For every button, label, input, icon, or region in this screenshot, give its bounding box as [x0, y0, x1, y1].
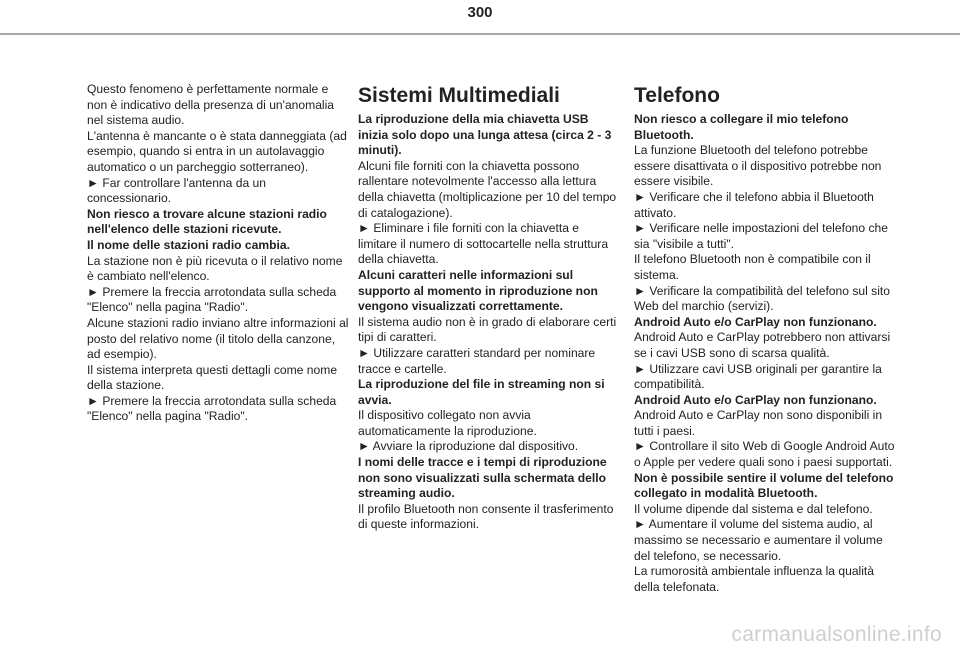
question-line: Android Auto e/o CarPlay non funzionano.	[634, 314, 877, 329]
answer-line: ► Aumentare il volume del sistema audio, al massimo se necessario e aumentare il volume del telefono, se necessario.	[634, 517, 883, 563]
answer-line: Il volume dipende dal sistema e dal telefono.	[634, 501, 873, 516]
answer-line: ► Eliminare i file forniti con la chiavetta e limitare il numero di sottocartelle nella struttura della chiavetta.	[358, 221, 609, 267]
answer-line: ► Controllare il sito Web di Google Android Auto o Apple per vedere quali sono i paesi supportati.	[634, 439, 895, 470]
answer-line: Android Auto e CarPlay non sono disponibili in tutti i paesi.	[634, 408, 883, 438]
question-line: Non riesco a collegare il mio telefono Bluetooth.	[634, 112, 849, 142]
answer-line: Alcune stazioni radio inviano altre informazioni al posto del relativo nome (il titolo della canzone, ad esempio).	[87, 315, 349, 362]
answer-line: Il profilo Bluetooth non consente il trasferimento di queste informazioni.	[358, 501, 614, 532]
answer-line: ► Avviare la riproduzione dal dispositivo.	[358, 439, 579, 454]
answer-line: ► Verificare nelle impostazioni del telefono che sia "visibile a tutti".	[634, 221, 888, 251]
question-line: La riproduzione del file in streaming non si avvia.	[358, 377, 605, 407]
answer-line: ► Premere la freccia arrotondata sulla scheda "Elenco" nella pagina "Radio".	[87, 393, 337, 424]
question-line: Non riesco a trovare alcune stazioni radio nell'elenco delle stazioni ricevute.	[87, 206, 327, 237]
header-divider	[0, 33, 960, 35]
answer-line: ► Far controllare l'antenna da un concessionario.	[87, 175, 266, 206]
question-line: Android Auto e/o CarPlay non funzionano.	[634, 392, 877, 407]
answer-line: Android Auto e CarPlay potrebbero non attivarsi se i cavi USB sono di scarsa qualità.	[634, 330, 891, 360]
answer-line: La stazione non è più ricevuta o il relativo nome è cambiato nell'elenco.	[87, 253, 343, 284]
answer-line: ► Utilizzare caratteri standard per nominare tracce e cartelle.	[358, 345, 596, 376]
section-heading: Telefono	[634, 84, 720, 107]
answer-line: Alcuni file forniti con la chiavetta possono rallentare notevolmente l'accesso alla lettura della chiavetta (moltiplicazione per 10 del tempo di catalogazione).	[358, 158, 617, 220]
question-line: Il nome delle stazioni radio cambia.	[87, 237, 290, 252]
answer-line: ► Verificare che il telefono abbia il Bluetooth attivato.	[634, 189, 874, 220]
answer-line: Questo fenomeno è perfettamente normale e non è indicativo della presenza di un'anomalia nel sistema audio.	[87, 82, 335, 128]
answer-line: L'antenna è mancante o è stata danneggiata (ad esempio, quando si entra in un autolavaggio automatico o un parcheggio sotterraneo).	[87, 128, 347, 174]
answer-line: Il telefono Bluetooth non è compatibile con il sistema.	[634, 252, 871, 282]
answer-line: Il sistema interpreta questi dettagli come nome della stazione.	[87, 362, 338, 393]
column-telephone	[634, 84, 896, 595]
question-line: Alcuni caratteri nelle informazioni sul supporto al momento in riproduzione non vengono visualizzati correttamente.	[358, 267, 598, 314]
watermark-text: carmanualsonline.info	[731, 623, 942, 646]
question-line: I nomi delle tracce e i tempi di riproduzione non sono visualizzati sulla schermata dello streaming audio.	[358, 455, 607, 501]
answer-line: La rumorosità ambientale influenza la qualità della telefonata.	[634, 564, 875, 594]
answer-line: ► Verificare la compatibilità del telefono sul sito Web del marchio (servizi).	[634, 283, 890, 314]
answer-line: La funzione Bluetooth del telefono potrebbe essere disattivata o il dispositivo potrebbe non essere visibile.	[634, 143, 882, 189]
answer-line: Il sistema audio non è in grado di elaborare certi tipi di caratteri.	[358, 314, 617, 345]
answer-line: ► Premere la freccia arrotondata sulla scheda "Elenco" nella pagina "Radio".	[87, 284, 337, 315]
column-multimedia	[358, 84, 620, 533]
answer-line: Il dispositivo collegato non avvia automaticamente la riproduzione.	[358, 408, 537, 438]
column-radio-troubleshooting	[87, 82, 349, 425]
page-number: 300	[467, 4, 493, 21]
question-line: La riproduzione della mia chiavetta USB inizia solo dopo una lunga attesa (circa 2 - 3 minuti).	[358, 112, 612, 158]
question-line: Non è possibile sentire il volume del telefono collegato in modalità Bluetooth.	[634, 470, 894, 501]
answer-line: ► Utilizzare cavi USB originali per garantire la compatibilità.	[634, 361, 882, 392]
section-heading: Sistemi Multimediali	[358, 84, 560, 107]
